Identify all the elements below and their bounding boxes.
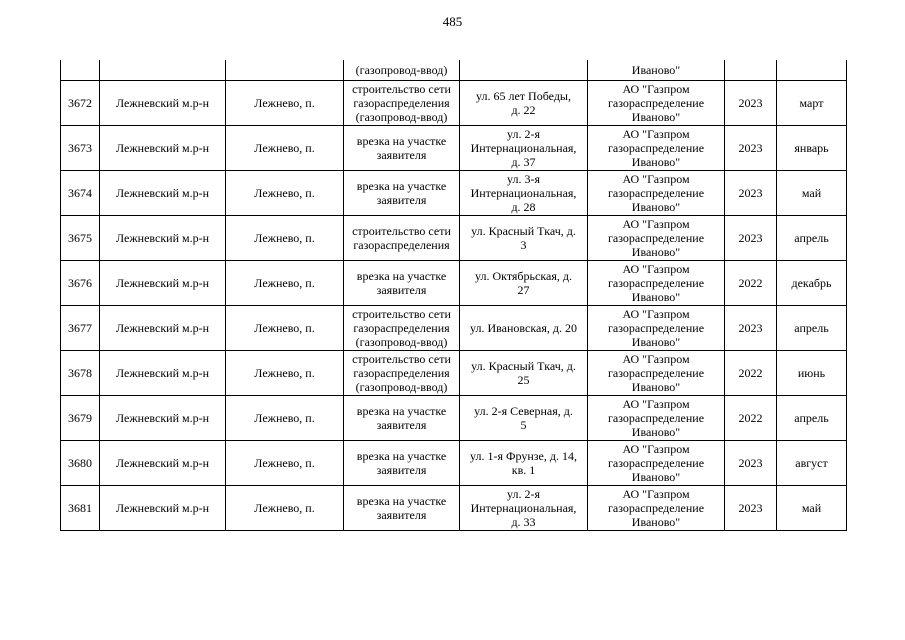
cell-year: 2023 bbox=[725, 306, 777, 351]
cell-district: Лежневский м.р-н bbox=[100, 126, 226, 171]
cell-year: 2022 bbox=[725, 396, 777, 441]
cell-address: ул. Красный Ткач, д. 3 bbox=[460, 216, 588, 261]
cell-address: ул. 2-я Интернациональная, д. 33 bbox=[460, 486, 588, 531]
cell-address bbox=[460, 60, 588, 81]
cell-district: Лежневский м.р-н bbox=[100, 396, 226, 441]
cell-year: 2023 bbox=[725, 441, 777, 486]
table-body bbox=[61, 60, 847, 531]
cell-address: ул. Октябрьская, д. 27 bbox=[460, 261, 588, 306]
cell-month: апрель bbox=[777, 216, 847, 261]
cell-settlement: Лежнево, п. bbox=[226, 486, 344, 531]
cell-month: апрель bbox=[777, 396, 847, 441]
cell-organization: АО "Газпром газораспределение Иваново" bbox=[588, 216, 725, 261]
cell-year: 2022 bbox=[725, 351, 777, 396]
cell-work-type: врезка на участке заявителя bbox=[344, 486, 460, 531]
cell-settlement: Лежнево, п. bbox=[226, 441, 344, 486]
cell-month: май bbox=[777, 171, 847, 216]
table-row bbox=[61, 216, 847, 261]
table-row bbox=[61, 351, 847, 396]
cell-num bbox=[61, 60, 100, 81]
cell-month: январь bbox=[777, 126, 847, 171]
table-row bbox=[61, 261, 847, 306]
cell-month: июнь bbox=[777, 351, 847, 396]
cell-settlement bbox=[226, 60, 344, 81]
cell-district: Лежневский м.р-н bbox=[100, 216, 226, 261]
table-row bbox=[61, 486, 847, 531]
cell-num: 3680 bbox=[61, 441, 100, 486]
cell-address: ул. 1-я Фрунзе, д. 14, кв. 1 bbox=[460, 441, 588, 486]
page-number: 485 bbox=[442, 14, 463, 29]
cell-settlement: Лежнево, п. bbox=[226, 126, 344, 171]
cell-settlement: Лежнево, п. bbox=[226, 261, 344, 306]
cell-num: 3677 bbox=[61, 306, 100, 351]
cell-district: Лежневский м.р-н bbox=[100, 486, 226, 531]
cell-num: 3678 bbox=[61, 351, 100, 396]
cell-organization: АО "Газпром газораспределение Иваново" bbox=[588, 351, 725, 396]
table-row bbox=[61, 126, 847, 171]
cell-organization: АО "Газпром газораспределение Иваново" bbox=[588, 126, 725, 171]
cell-organization: АО "Газпром газораспределение Иваново" bbox=[588, 441, 725, 486]
cell-address: ул. 65 лет Победы, д. 22 bbox=[460, 81, 588, 126]
cell-num: 3674 bbox=[61, 171, 100, 216]
cell-num: 3675 bbox=[61, 216, 100, 261]
cell-year bbox=[725, 60, 777, 81]
cell-month: май bbox=[777, 486, 847, 531]
cell-settlement: Лежнево, п. bbox=[226, 81, 344, 126]
cell-organization: Иваново" bbox=[588, 60, 725, 81]
register-table bbox=[60, 60, 847, 531]
cell-district: Лежневский м.р-н bbox=[100, 261, 226, 306]
cell-district: Лежневский м.р-н bbox=[100, 306, 226, 351]
table-row bbox=[61, 171, 847, 216]
cell-settlement: Лежнево, п. bbox=[226, 396, 344, 441]
cell-organization: АО "Газпром газораспределение Иваново" bbox=[588, 396, 725, 441]
cell-month: август bbox=[777, 441, 847, 486]
cell-settlement: Лежнево, п. bbox=[226, 306, 344, 351]
cell-year: 2023 bbox=[725, 171, 777, 216]
cell-year: 2023 bbox=[725, 216, 777, 261]
table-row bbox=[61, 441, 847, 486]
cell-organization: АО "Газпром газораспределение Иваново" bbox=[588, 261, 725, 306]
table-row bbox=[61, 81, 847, 126]
cell-district: Лежневский м.р-н bbox=[100, 81, 226, 126]
cell-num: 3673 bbox=[61, 126, 100, 171]
cell-work-type: врезка на участке заявителя bbox=[344, 441, 460, 486]
cell-num: 3679 bbox=[61, 396, 100, 441]
cell-district bbox=[100, 60, 226, 81]
cell-work-type: (газопровод-ввод) bbox=[344, 60, 460, 81]
cell-address: ул. 2-я Северная, д. 5 bbox=[460, 396, 588, 441]
cell-num: 3676 bbox=[61, 261, 100, 306]
cell-address: ул. Красный Ткач, д. 25 bbox=[460, 351, 588, 396]
cell-num: 3681 bbox=[61, 486, 100, 531]
cell-year: 2023 bbox=[725, 81, 777, 126]
cell-work-type: строительство сети газораспределения bbox=[344, 216, 460, 261]
cell-address: ул. Ивановская, д. 20 bbox=[460, 306, 588, 351]
cell-organization: АО "Газпром газораспределение Иваново" bbox=[588, 81, 725, 126]
cell-district: Лежневский м.р-н bbox=[100, 351, 226, 396]
cell-work-type: врезка на участке заявителя bbox=[344, 396, 460, 441]
cell-work-type: врезка на участке заявителя bbox=[344, 261, 460, 306]
cell-work-type: строительство сети газораспределения (газопровод-ввод) bbox=[344, 351, 460, 396]
cell-year: 2022 bbox=[725, 261, 777, 306]
cell-organization: АО "Газпром газораспределение Иваново" bbox=[588, 306, 725, 351]
cell-address: ул. 3-я Интернациональная, д. 28 bbox=[460, 171, 588, 216]
cell-organization: АО "Газпром газораспределение Иваново" bbox=[588, 171, 725, 216]
cell-work-type: врезка на участке заявителя bbox=[344, 171, 460, 216]
table-row bbox=[61, 396, 847, 441]
cell-settlement: Лежнево, п. bbox=[226, 171, 344, 216]
cell-district: Лежневский м.р-н bbox=[100, 171, 226, 216]
cell-settlement: Лежнево, п. bbox=[226, 216, 344, 261]
cell-district: Лежневский м.р-н bbox=[100, 441, 226, 486]
cell-year: 2023 bbox=[725, 126, 777, 171]
cell-address: ул. 2-я Интернациональная, д. 37 bbox=[460, 126, 588, 171]
cell-organization: АО "Газпром газораспределение Иваново" bbox=[588, 486, 725, 531]
cell-month: декабрь bbox=[777, 261, 847, 306]
table-row bbox=[61, 306, 847, 351]
cell-work-type: строительство сети газораспределения (газопровод-ввод) bbox=[344, 306, 460, 351]
cell-month bbox=[777, 60, 847, 81]
cell-work-type: врезка на участке заявителя bbox=[344, 126, 460, 171]
cell-work-type: строительство сети газораспределения (газопровод-ввод) bbox=[344, 81, 460, 126]
cell-year: 2023 bbox=[725, 486, 777, 531]
cell-month: март bbox=[777, 81, 847, 126]
cell-num: 3672 bbox=[61, 81, 100, 126]
cell-month: апрель bbox=[777, 306, 847, 351]
cell-settlement: Лежнево, п. bbox=[226, 351, 344, 396]
continuation-row bbox=[61, 60, 847, 81]
